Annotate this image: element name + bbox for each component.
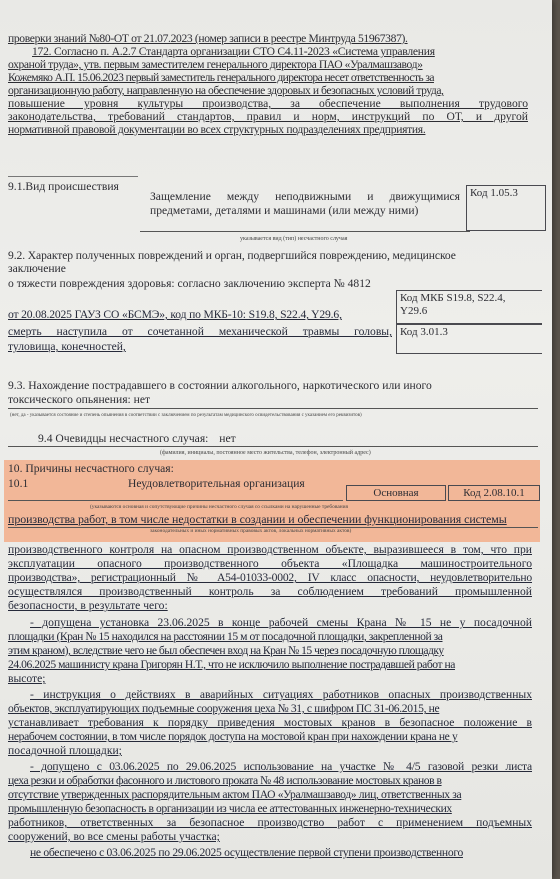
section-9-4-text: 9.4 Очевидцы несчастного случая:: [38, 432, 209, 445]
cause-title: Неудовлетворительная организация: [128, 477, 305, 490]
witnesses-caption: (фамилия, инициалы, постоянное место жительства, телефон, электронный адрес): [160, 450, 371, 456]
paragraph-172-line: нормативной правовой документации во всех структурных подразделениях предприятия.: [8, 123, 426, 136]
body-line: отсутствие утвержденных распорядительным актом ПАО «Уралмашзавод» лиц, ответственных за: [8, 788, 462, 801]
section-9-3-line: 9.3. Нахождение пострадавшего в состоянии алкогольного, наркотического или иного: [8, 379, 432, 392]
divider: [8, 527, 538, 528]
section-10-1-number: 10.1: [8, 477, 29, 490]
paragraph-172-line: Кожемяко А.П. 15.06.2023 первый заместитель генерального директора несет ответственность за: [8, 71, 434, 84]
body-line: осуществлялся производственный контроль за соблюдением требований промышленной: [8, 585, 532, 598]
accident-type-caption: указывается вид (тип) несчастного случая: [240, 236, 348, 242]
divider: [8, 176, 138, 177]
section-9-2-line: от 20.08.2025 ГАУЗ СО «БСМЭ», код по МКБ-10: S19.8, S22.4, Y29.6,: [8, 308, 342, 321]
cause-main-line: производства работ, в том числе недостатки в создании и обеспечении функционирования системы: [8, 512, 507, 526]
cause-code-box: [448, 485, 540, 501]
body-line: цеха резки и обработки фасонного и листового проката № 48 использование мостовых кранов в: [8, 774, 442, 787]
body-line: нерабочем состоянии, в том числе порядок доступа на мостовой кран при нахождении крана не у: [8, 730, 458, 743]
body-line: - допущена установка 23.06.2025 в конце рабочей смены Крана № 15 не у посадочной: [30, 616, 532, 629]
paragraph-172-line: 172. Согласно п. А.2.7 Стандарта организации СТО С4.11-2023 «Система управления: [32, 45, 435, 58]
section-9-2-line: смерть наступила от сочетанной механической травмы головы,: [8, 325, 392, 338]
body-line: работников, ответственных за безопасное производство работ с применением подъемных: [8, 816, 532, 829]
accident-type-code-box: [466, 185, 546, 231]
injury-code-box: [396, 324, 542, 354]
paragraph-172-line: охраной труда», утв. первым заместителем генерального директора ПАО «Уралмашзавод»: [8, 58, 423, 71]
cause-basic-box: [346, 485, 446, 501]
intoxication-caption: (нет, да - указывается состояние и степень опьянения в соответствии с заключением по результатам медицинского освидетельствования с указанием его реквизитов): [10, 413, 362, 418]
mkb-code: Код МКБ S19.8, S22.4,: [400, 292, 506, 304]
cause-caption: законодательных и иных нормативных правовых актов, локальных нормативных актов): [150, 528, 352, 534]
body-line: - допущено с 03.06.2025 по 29.06.2025 использование на участке № 4/5 газовой резки листа: [30, 760, 532, 773]
section-9-3-line: токсического опьянения: нет: [8, 393, 151, 406]
divider: [8, 408, 538, 409]
body-line: этим краном), вследствие чего не был обеспечен вход на Кран № 15 через посадочную площадку: [8, 644, 444, 657]
body-line: безопасности, в результате чего:: [8, 599, 168, 612]
body-line: эксплуатации опасного производственного объекта «Площадка машиностроительного: [8, 557, 532, 570]
cause-caption: (указываются основная и сопутствующие причины несчастного случая со ссылками на нарушенные требования: [90, 504, 348, 510]
body-line: производственного контроля на опасном производственном объекте, выразившееся в том, что при: [8, 543, 532, 556]
body-line: промышленную безопасность в организации из числа ее аттестованных инженерно-технических: [8, 802, 452, 815]
mkb-code: Y29.6: [400, 305, 428, 317]
injury-code: Код 3.01.3: [400, 326, 448, 338]
section-9-2-line: туловища, конечностей,: [8, 340, 126, 353]
body-line: объектов, эксплуатирующих подъемные сооружения цеха № 31, с шифром ПС 31-06.2015, не: [8, 702, 440, 715]
divider: [8, 500, 343, 501]
accident-type-text: предметами, деталями и машинами (или между ними): [150, 204, 419, 217]
body-line: посадочной площадки;: [8, 744, 122, 757]
section-10-title: 10. Причины несчастного случая:: [8, 462, 174, 475]
cause-basic: Основная: [373, 487, 419, 499]
accident-type-text: Защемление между неподвижными и движущимися: [150, 190, 460, 203]
body-line: производства», регистрационный № А54-01033-0002, IV класс опасности, неудовлетворительно: [8, 571, 532, 584]
accident-type-code: Код 1.05.3: [470, 187, 518, 199]
cause-code: Код 2.08.10.1: [463, 487, 525, 499]
paragraph-172-line: законодательства, требований стандартов, правил и норм, инструкций по ОТ, и другой: [8, 110, 528, 123]
body-line: - инструкция о действиях в аварийных ситуациях работников опасных производственных: [30, 688, 532, 701]
paragraph-172-line: повышение уровня культуры производства, за обеспечение выполнения трудового: [8, 97, 528, 110]
body-line: не обеспечено с 03.06.2025 по 29.06.2025 осуществление первой ступени производственного: [30, 846, 463, 859]
section-9-2-line: о тяжести повреждения здоровья: согласно заключению эксперта № 4812: [8, 277, 371, 290]
section-9-4-label: [38, 432, 236, 445]
body-line: площадки (Кран № 15 находился на расстоянии 15 м от посадочной площадки, закрепленной за: [8, 630, 443, 643]
divider: [8, 446, 538, 447]
section-9-2-line: заключение: [8, 262, 66, 275]
section-9-2-line: 9.2. Характер полученных повреждений и орган, подвергшийся повреждению, медицинское: [8, 249, 456, 262]
divider: [140, 231, 470, 232]
intro-line: проверки знаний №80-ОТ от 21.07.2023 (номер записи в реестре Минтруда 51967387).: [8, 32, 408, 45]
body-line: 24.06.2025 машинисту крана Григорян Н.Т., что не исключило выполнение пострадавшей работ на: [8, 658, 455, 671]
witnesses-value: нет: [219, 432, 236, 445]
body-line: высоте;: [8, 672, 46, 685]
mkb-code-box: [396, 290, 542, 324]
paragraph-172-line: организационную работу, направленную на обеспечение здоровых и безопасных условий труда,: [8, 84, 444, 97]
section-9-1-label: 9.1.Вид происшествия: [8, 180, 119, 193]
body-line: устанавливает требования к порядку приведения мостовых кранов в безопасное положение в: [8, 716, 532, 729]
body-line: сооружений, во все смены работы участка;: [8, 830, 220, 843]
